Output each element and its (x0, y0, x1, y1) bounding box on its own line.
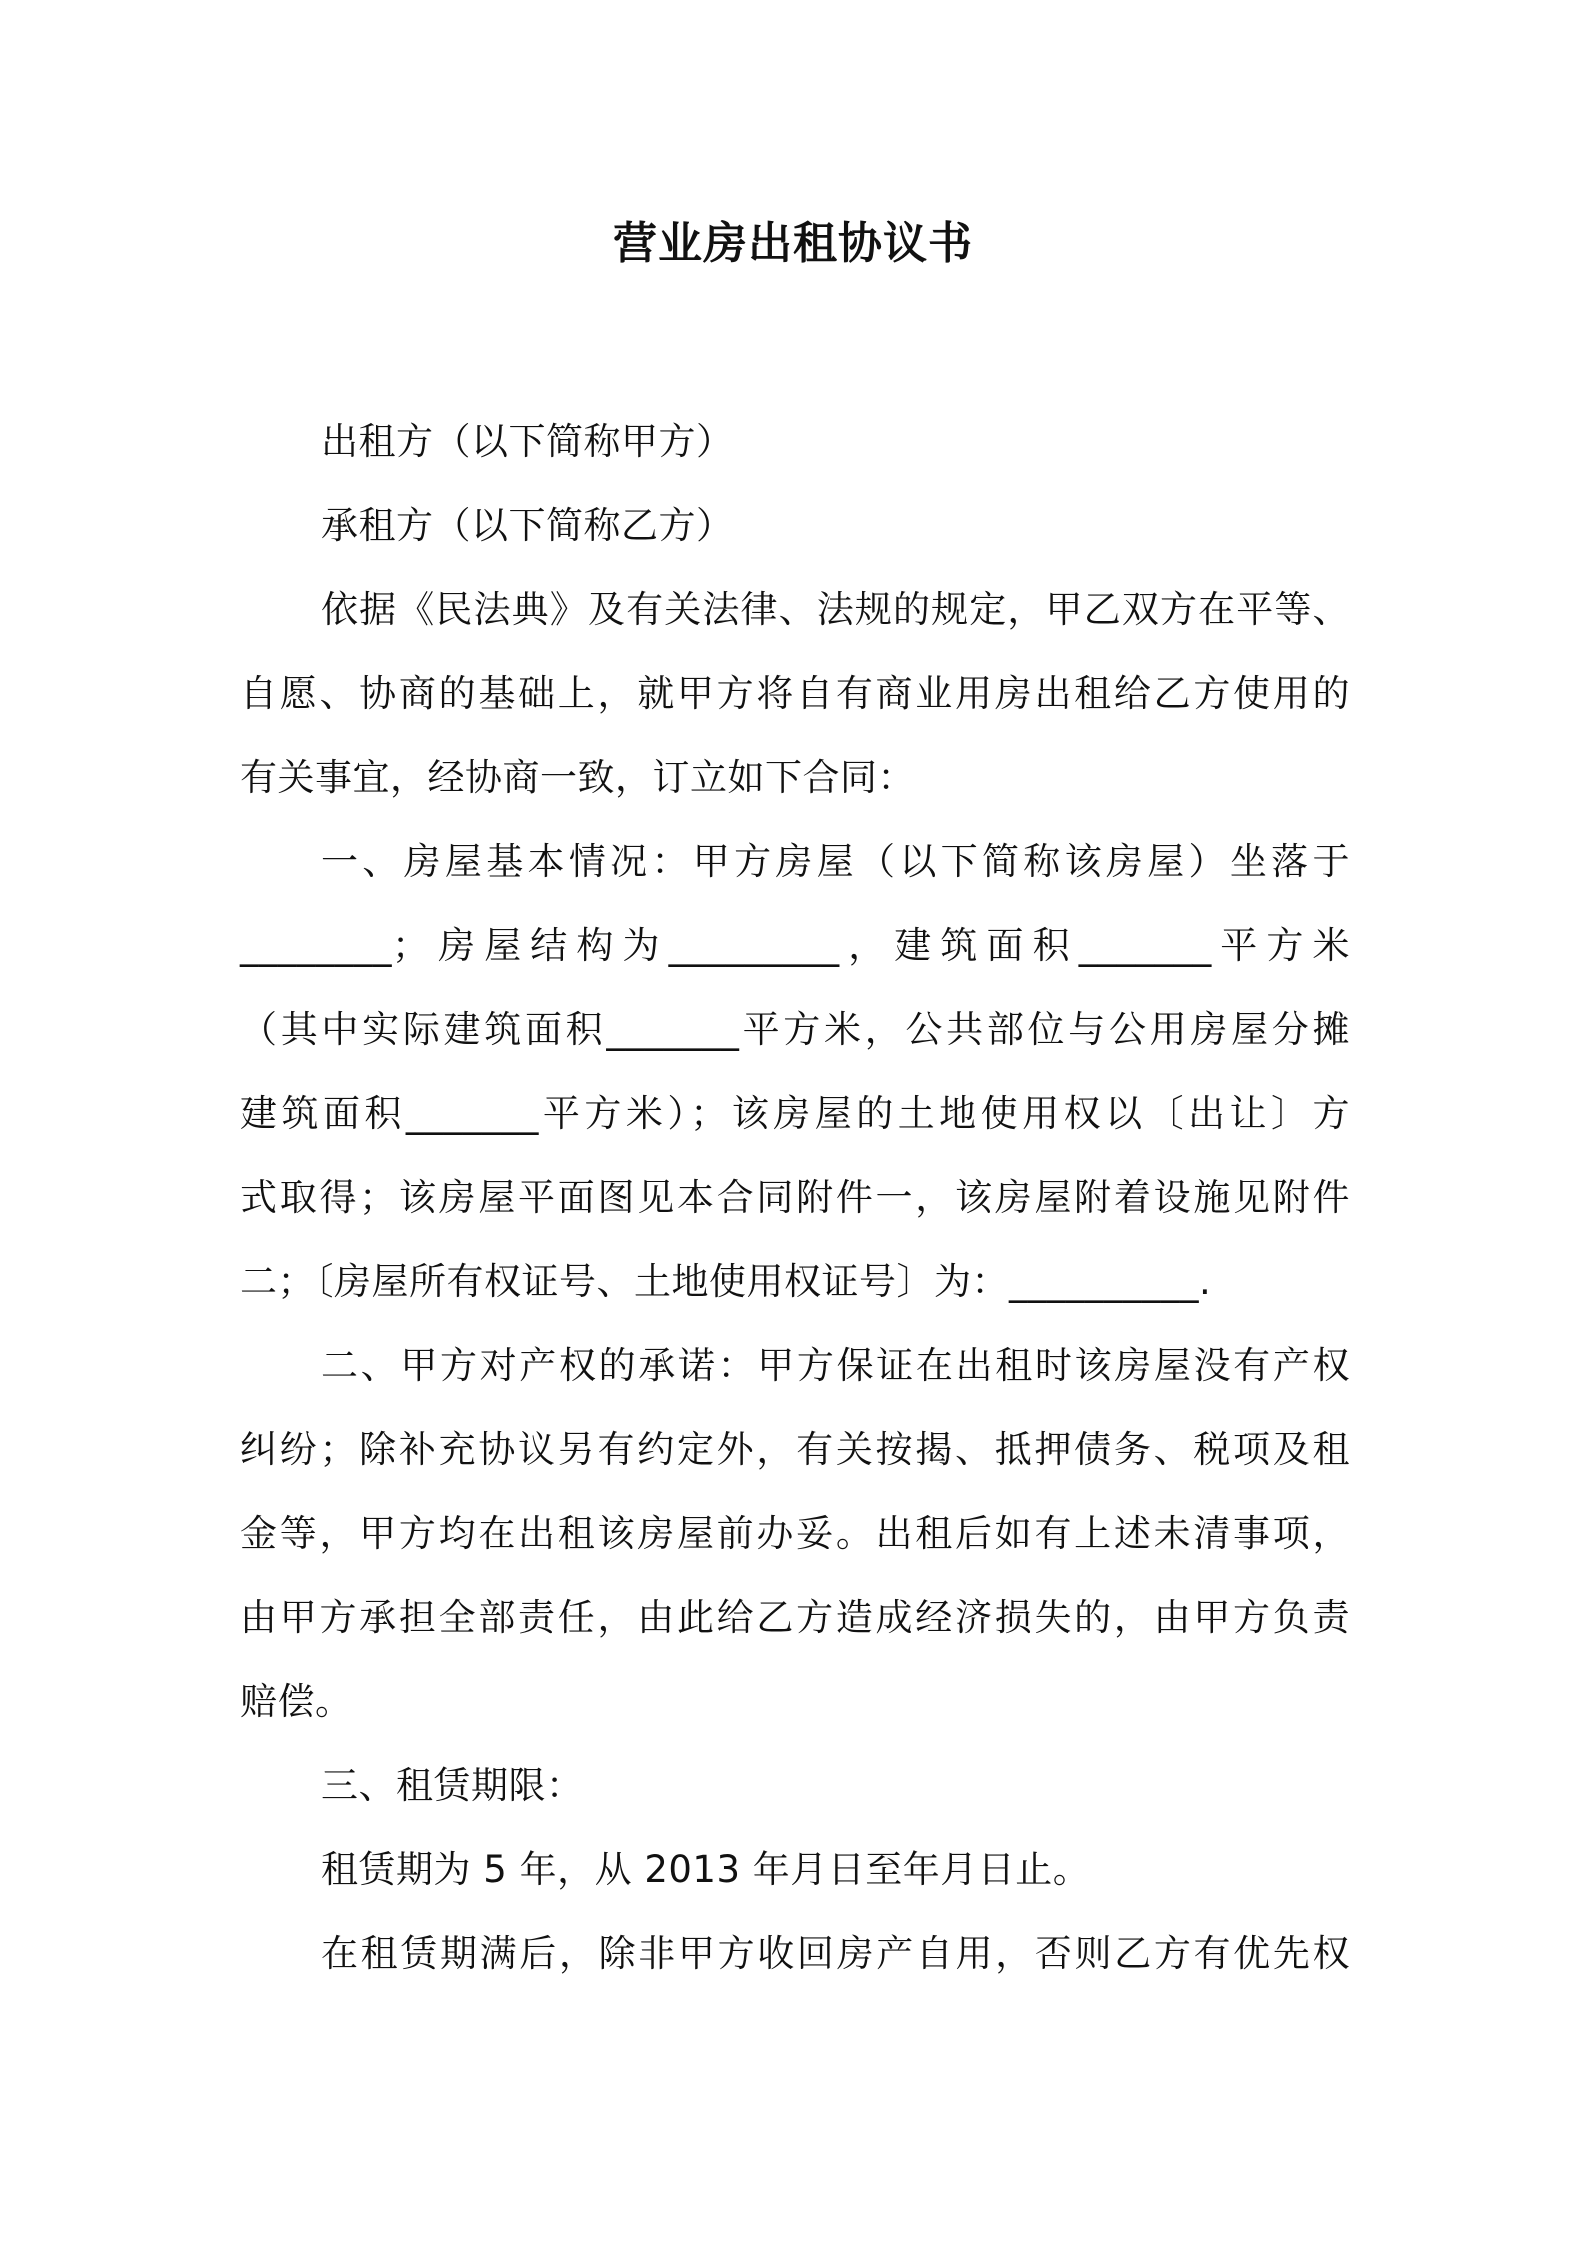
clause-1-line-1: 一、房屋基本情况：甲方房屋（以下简称该房屋）坐落于 (321, 840, 1350, 883)
clause-1-line-2: ________；房屋结构为_________，建筑面积_______平方米 (240, 924, 1350, 967)
clause-2-line-4: 由甲方承担全部责任，由此给乙方造成经济损失的，由甲方负责 (240, 1596, 1350, 1639)
preamble-line-3: 有关事宜，经协商一致，订立如下合同： (240, 756, 915, 799)
clause-1-line-6: 二；〔房屋所有权证号、土地使用权证号〕为：__________. (240, 1260, 1212, 1303)
clause-2-line-2: 纠纷；除补充协议另有约定外，有关按揭、抵押债务、税项及租 (240, 1428, 1350, 1471)
clause-3-line-1: 租赁期为 5 年，从 2013 年月日至年月日止。 (321, 1848, 1091, 1891)
party-a-line: 出租方（以下简称甲方） (321, 420, 734, 463)
clause-3-heading: 三、租赁期限： (321, 1764, 584, 1807)
document-body (240, 400, 1350, 1996)
clause-1-line-5: 式取得；该房屋平面图见本合同附件一，该房屋附着设施见附件 (240, 1176, 1350, 1219)
clause-1-line-3: （其中实际建筑面积_______平方米，公共部位与公用房屋分摊 (240, 1008, 1350, 1051)
clause-3-line-2: 在租赁期满后，除非甲方收回房产自用，否则乙方有优先权 (321, 1932, 1350, 1975)
clause-2-line-3: 金等，甲方均在出租该房屋前办妥。出租后如有上述未清事项， (240, 1512, 1350, 1555)
party-b-line: 承租方（以下简称乙方） (321, 504, 734, 547)
preamble-line-1: 依据《民法典》及有关法律、法规的规定，甲乙双方在平等、 (321, 588, 1350, 631)
document-title: 营业房出租协议书 (613, 218, 973, 269)
preamble-line-2: 自愿、协商的基础上，就甲方将自有商业用房出租给乙方使用的 (240, 672, 1350, 715)
clause-1-line-4: 建筑面积_______平方米）；该房屋的土地使用权以〔出让〕方 (240, 1092, 1350, 1135)
clause-2-line-1: 二、甲方对产权的承诺：甲方保证在出租时该房屋没有产权 (321, 1344, 1350, 1387)
clause-2-line-5: 赔偿。 (240, 1680, 353, 1723)
